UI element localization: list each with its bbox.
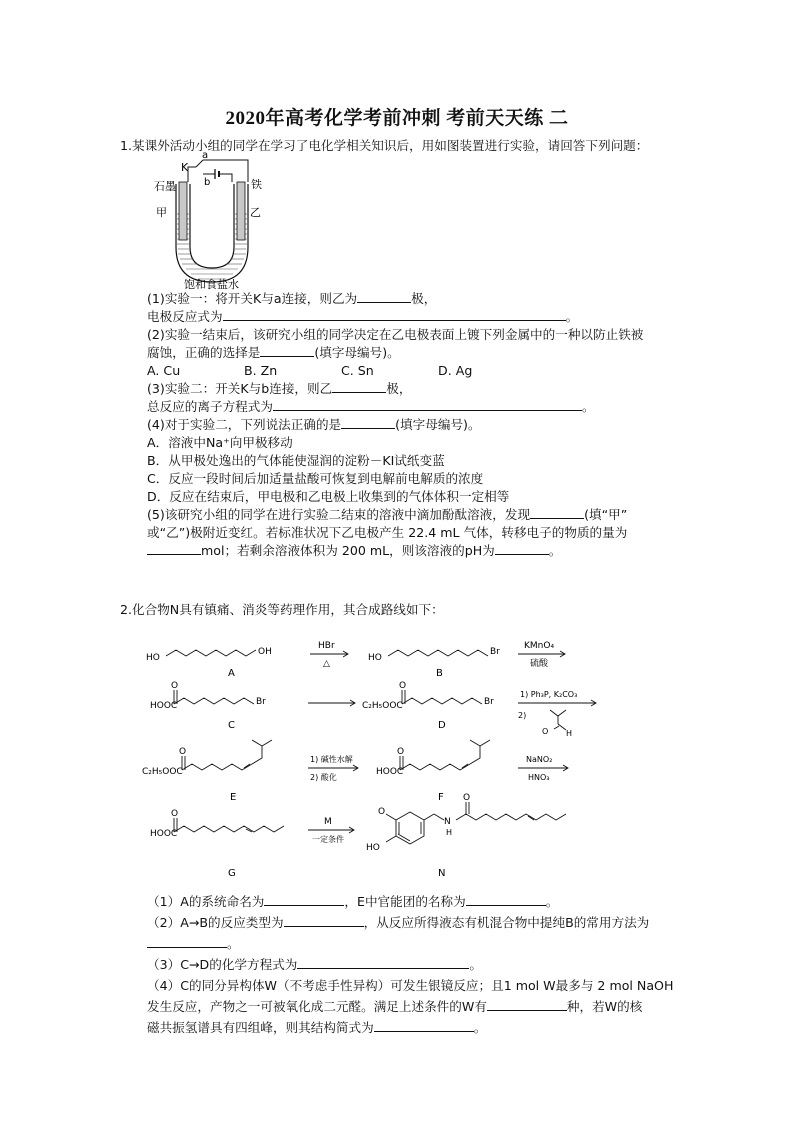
q1-part2-options	[147, 362, 472, 380]
q2-part1-blank2	[466, 893, 546, 906]
N-ho: HO	[366, 843, 380, 853]
q1-part5-blank2	[147, 542, 201, 555]
q1-part3-text-c: 总反应的离子方程式为	[147, 399, 273, 414]
D-br: Br	[484, 697, 494, 707]
q2-part4-text-c: 种，若W的核	[566, 999, 643, 1014]
q1-part5-blank3	[495, 542, 549, 555]
C-br: Br	[256, 697, 266, 707]
q2-part1-text-b: ，E中官能团的名称为	[344, 894, 466, 909]
E-o: O	[179, 747, 187, 757]
q1-part3-text-a: (3)实验二：开关K与b连接，则乙	[147, 381, 333, 396]
label-iron: 铁	[251, 178, 262, 191]
C-o: O	[171, 681, 179, 691]
q2-part2-text-a: （2）A→B的反应类型为	[147, 915, 284, 930]
q1-part4-option-a: A．溶液中Na⁺向甲极移动	[147, 435, 293, 450]
q1-part3-line1	[147, 380, 411, 398]
q1-part5-text-e: 。	[548, 543, 562, 558]
q2-part4-line2	[147, 998, 642, 1016]
q2-part2-line2	[147, 935, 240, 953]
G-hooc: HOOC	[150, 829, 178, 839]
N-amide-o: O	[463, 793, 471, 803]
q2-part4-text-d: 磁共振氢谱具有四组峰，则其结构简式为	[147, 1020, 374, 1035]
q2-part2-text-b: ，从反应所得液态有机混合物中提纯B的常用方法为	[363, 915, 650, 930]
compound-label-D: D	[438, 720, 446, 731]
q2-part4-blank1	[487, 998, 567, 1011]
arrow1-reagent: HBr	[318, 641, 335, 651]
label-graphite: 石墨	[154, 180, 176, 193]
compound-label-G: G	[228, 868, 236, 879]
q2-part2-text-c: 。	[227, 936, 240, 951]
q1-part2-option-b: B. Zn	[244, 363, 278, 378]
F-o: O	[397, 747, 405, 757]
q1-part4-option-d: D．反应在结束后，甲电极和乙电极上收集到的气体体积一定相等	[147, 489, 510, 504]
compound-label-N: N	[438, 868, 446, 879]
arrow4-reagent2: 2)	[518, 711, 527, 720]
q1-part5-blank1	[530, 506, 584, 519]
compound-label-F: F	[438, 792, 444, 803]
q1-part3-line2	[147, 398, 595, 416]
D-o: O	[399, 681, 407, 691]
arrow7-reagent: M	[324, 817, 332, 827]
q1-part2-line2	[147, 344, 400, 362]
label-jia: 甲	[156, 206, 167, 219]
q1-part5-text-a: (5)该研究小组的同学在进行实验二结束的溶液中滴加酚酞溶液，发现	[147, 507, 531, 522]
arrow2-reagent: KMnO₄	[524, 641, 555, 651]
A-ho: HO	[146, 653, 160, 663]
electrolysis-apparatus-figure	[140, 152, 270, 290]
compound-label-E: E	[230, 792, 237, 803]
q1-part1-text-b: 极，	[411, 291, 437, 306]
aldehyde-o: O	[542, 727, 549, 736]
arrow2-condition: 硫酸	[530, 659, 549, 669]
compound-label-B: B	[436, 668, 443, 679]
B-br: Br	[490, 647, 500, 657]
F-hooc: HOOC	[376, 767, 404, 777]
q2-part1-text-a: （1）A的系统命名为	[147, 894, 265, 909]
B-ho: HO	[368, 653, 382, 663]
E-c2h5ooc: C₂H₅OOC	[142, 767, 183, 777]
q2-part4-text-e: 。	[473, 1020, 487, 1035]
G-o: O	[171, 809, 179, 819]
q1-part5-line2: 或“乙”)极附近变红。若标准状况下乙电极产生 22.4 mL 气体，转移电子的物质的量为	[147, 525, 628, 540]
q1-part4-blank	[341, 416, 395, 429]
q1-part5-text-b: (填“甲”	[584, 507, 628, 522]
A-oh: OH	[258, 647, 272, 657]
compound-label-C: C	[228, 720, 235, 731]
N-amide-n: N	[444, 817, 451, 827]
q1-part2-text-b: 腐蚀，正确的选择是	[147, 345, 261, 360]
q2-intro: 2.化合物N具有镇痛、消炎等药理作用，其合成路线如下：	[120, 602, 444, 617]
q1-part1-blank1	[357, 290, 411, 303]
N-methoxy-o: O	[378, 807, 386, 817]
compound-label-A: A	[228, 668, 235, 679]
q1-part5-line1	[147, 506, 627, 524]
label-a: a	[202, 152, 209, 161]
q2-part3	[147, 956, 482, 974]
q2-part1-blank1	[264, 893, 344, 906]
q1-part1-text-d: 。	[565, 309, 579, 324]
C-hooc: HOOC	[150, 701, 178, 711]
q1-part3-text-d: 。	[581, 399, 595, 414]
q1-part3-blank2	[273, 398, 582, 411]
q1-part5-text-d: mol；若剩余溶液体积为 200 mL，则该溶液的pH为	[201, 543, 495, 558]
arrow6-acid: HNO₃	[528, 773, 550, 782]
arrow4-reagent1: 1) Ph₃P, K₂CO₃	[520, 690, 578, 699]
q1-part4-option-c: C．反应一段时间后加适量盐酸可恢复到电解前电解质的浓度	[147, 471, 484, 486]
q1-part2-option-a: A. Cu	[147, 363, 181, 378]
q2-part3-text-b: 。	[469, 957, 482, 972]
aldehyde-h: H	[566, 729, 573, 738]
arrow5-step1: 1) 碱性水解	[310, 755, 353, 764]
q2-part2-blank2	[147, 935, 227, 948]
q1-part2-option-d: D. Ag	[438, 363, 473, 378]
q1-part1-text-a: (1)实验一：将开关K与a连接，则乙为	[147, 291, 358, 306]
arrow5-step2: 2) 酸化	[310, 773, 337, 782]
q2-part1	[147, 893, 558, 911]
q1-part2-line1: (2)实验一结束后，该研究小组的同学决定在乙电极表面上镀下列金属中的一种以防止铁被	[147, 327, 644, 342]
q1-part4-text-b: (填字母编号)。	[395, 417, 481, 432]
page-title: 2020年高考化学考前冲刺 考前天天练 二	[225, 108, 569, 129]
q2-part3-blank	[297, 956, 469, 969]
q2-part3-text-a: （3）C→D的化学方程式为	[147, 957, 298, 972]
q2-part2-blank1	[284, 914, 364, 927]
q1-part3-text-b: 极，	[386, 381, 412, 396]
q2-part4-blank2	[374, 1019, 474, 1032]
q1-part1-line2	[147, 308, 578, 326]
label-b: b	[204, 177, 211, 188]
q1-part5-line3	[147, 542, 561, 560]
q1-part2-option-c: C. Sn	[341, 363, 374, 378]
q1-intro: 1.某课外活动小组的同学在学习了电化学相关知识后，用如图装置进行实验，请回答下列问题：	[120, 138, 649, 153]
label-brine: 饱和食盐水	[184, 278, 239, 290]
arrow7-condition: 一定条件	[312, 835, 344, 844]
q1-part4-line1	[147, 416, 481, 434]
q2-part4-line3	[147, 1019, 486, 1037]
q1-part4-option-b: B．从甲极处逸出的气体能使湿润的淀粉－KI试纸变蓝	[147, 453, 445, 468]
arrow6-reagent: NaNO₂	[526, 755, 553, 764]
q1-part1-line1	[147, 290, 436, 308]
D-c2h5ooc: C₂H₅OOC	[362, 701, 403, 711]
q1-part1-blank2	[223, 308, 566, 321]
q1-part1-text-c: 电极反应式为	[147, 309, 223, 324]
q1-part2-blank	[260, 344, 314, 357]
synthesis-route-scheme	[140, 628, 640, 884]
q1-part4-text-a: (4)对于实验二，下列说法正确的是	[147, 417, 342, 432]
arrow1-condition: △	[323, 659, 330, 669]
q1-part3-blank1	[332, 380, 386, 393]
q2-part4-line1: （4）C的同分异构体W（不考虑手性异构）可发生银镜反应；且1 mol W最多与 2 mol NaOH	[147, 978, 674, 993]
q2-part4-text-b: 发生反应，产物之一可被氧化成二元醛。满足上述条件的W有	[147, 999, 487, 1014]
label-yi: 乙	[250, 206, 261, 219]
label-k: K	[181, 161, 189, 174]
q2-part1-text-c: 。	[545, 894, 559, 909]
q1-part2-text-c: (填字母编号)。	[314, 345, 400, 360]
q2-part2-line1	[147, 914, 649, 932]
N-amide-h: H	[446, 828, 453, 837]
